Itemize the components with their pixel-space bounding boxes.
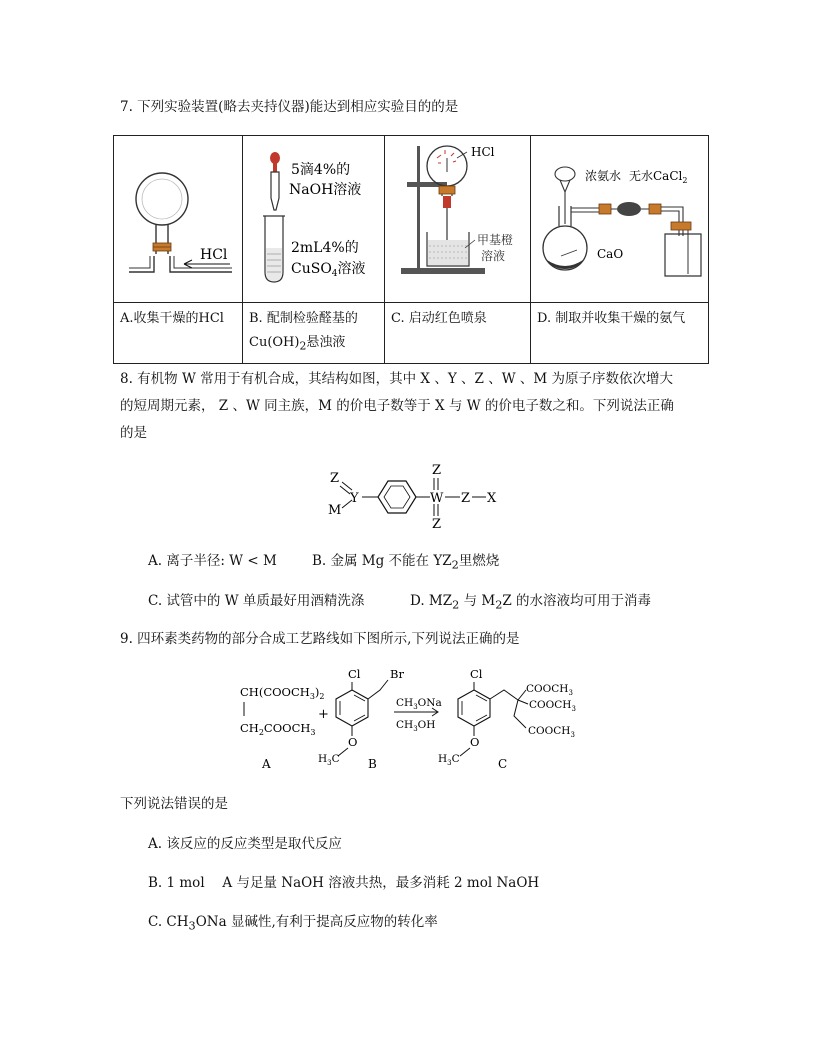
option-7d[interactable] <box>531 303 709 364</box>
scheme-c-coo2: COOCH <box>529 699 572 711</box>
option-7c-text: C. 启动红色喷泉 <box>391 311 487 326</box>
q9-reaction-scheme <box>230 662 590 774</box>
scheme-a-sub1: 3 <box>309 692 315 701</box>
fig-d-label3: CaO <box>597 247 624 261</box>
option-7b-line2b: 悬浊液 <box>306 335 346 350</box>
option-9c[interactable] <box>148 910 438 933</box>
fig-c-label3: 溶液 <box>481 249 506 263</box>
option-8d-text: D. MZ <box>410 593 453 609</box>
scheme-c-coo3: COOCH <box>528 725 571 737</box>
scheme-a-line2: CH <box>240 721 259 735</box>
scheme-c-cl: Cl <box>470 667 483 681</box>
struct-z-down: Z <box>432 517 442 532</box>
fig-c-label2: 甲基橙 <box>477 233 514 247</box>
fig-d-cell <box>531 136 709 303</box>
q7-stem: 7. 下列实验装置(略去夹持仪器)能达到相应实验目的的是 <box>120 99 459 115</box>
fig-b-label3: 2mL4%的 <box>291 240 359 256</box>
struct-x: X <box>487 491 497 506</box>
svg-text:COOCH3 <box>526 683 573 697</box>
option-8b-sub: 2 <box>451 558 459 572</box>
scheme-b-br: Br <box>390 667 404 681</box>
svg-text:CH3OH <box>396 719 435 733</box>
scheme-reagent2-sub: 3 <box>413 725 418 733</box>
scheme-c-coo1-sub: 3 <box>568 689 573 697</box>
option-9c-sub: 3 <box>188 919 196 933</box>
fig-d-label1: 浓氨水 <box>585 169 622 183</box>
svg-text:COOCH3 <box>528 725 575 739</box>
scheme-a-sub4: 3 <box>310 728 316 737</box>
option-9a[interactable]: A. 该反应的反应类型是取代反应 <box>148 836 342 852</box>
q8-stem <box>120 366 674 447</box>
scheme-label-c: C <box>498 757 508 771</box>
scheme-a-sub2: 2 <box>319 692 325 701</box>
fig-c-cell <box>385 136 531 303</box>
svg-text:CH(COOCH3)2 <box>240 685 325 701</box>
scheme-reagent1: CH <box>396 697 414 709</box>
fig-c-label1: HCl <box>471 145 495 159</box>
scheme-b-h3c-b: C <box>331 753 340 765</box>
q9-sub-stem: 下列说法错误的是 <box>120 796 228 812</box>
struct-z-up: Z <box>432 463 442 478</box>
option-7d-text: D. 制取并收集干燥的氨气 <box>537 311 686 326</box>
fig-b-label4b: 溶液 <box>337 261 366 277</box>
scheme-a-line1: CH(COOCH <box>240 685 310 699</box>
q8-stem-line3: 的是 <box>120 425 147 441</box>
fig-b-label4a: CuSO <box>291 261 332 277</box>
fig-d-label2a: 无水CaCl <box>629 169 683 183</box>
scheme-reagent1b: ONa <box>417 697 442 709</box>
option-7b-line1: B. 配制检验醛基的 <box>249 311 358 326</box>
svg-text:CuSO4溶液 <box>291 260 366 279</box>
svg-text:CH2COOCH3 <box>240 721 316 737</box>
option-8d-sub1: 2 <box>452 598 460 612</box>
option-8a[interactable]: A. 离子半径: W < M <box>148 553 277 569</box>
struct-w: W <box>430 491 444 506</box>
option-9c-text2: ONa 显碱性,有利于提高反应物的转化率 <box>195 914 438 930</box>
scheme-b-h3c: H <box>318 753 328 765</box>
scheme-reagent2: CH <box>396 719 414 731</box>
q7-apparatus-table <box>113 135 709 364</box>
scheme-a-line2b: COOCH <box>263 721 311 735</box>
option-8b-text2: 里燃烧 <box>458 553 500 569</box>
svg-text:H3C <box>318 753 340 767</box>
option-9c-text: C. CH <box>148 914 189 930</box>
svg-text:COOCH3 <box>529 699 576 713</box>
scheme-c-h3c-b: C <box>451 753 460 765</box>
scheme-c-coo1: COOCH <box>526 683 569 695</box>
svg-text:CH3ONa <box>396 697 442 711</box>
struct-z-chain: Z <box>461 491 471 506</box>
scheme-c-h3c-sub: 3 <box>447 759 452 767</box>
option-8d-mid: 与 M <box>459 593 496 609</box>
option-7a[interactable] <box>114 303 243 364</box>
scheme-b-cl: Cl <box>348 667 361 681</box>
option-7a-text: A.收集干燥的HCl <box>120 311 224 326</box>
fig-a-label: HCl <box>200 247 228 263</box>
scheme-c-coo2-sub: 3 <box>571 705 576 713</box>
scheme-reagent1-sub: 3 <box>413 703 418 711</box>
option-7b-sub: 2 <box>299 339 307 353</box>
q8-structure-diagram <box>320 460 520 532</box>
q8-stem-line2: 的短周期元素， Z 、W 同主族，M 的价电子数等于 X 与 W 的价电子数之和。下列说法正确 <box>120 398 674 414</box>
struct-m: M <box>328 503 342 518</box>
q9-stem: 9. 四环素类药物的部分合成工艺路线如下图所示,下列说法正确的是 <box>120 631 520 647</box>
svg-text:H3C <box>438 753 460 767</box>
fig-b-dropper-tube-diagram <box>243 136 384 298</box>
option-8b-text: B. 金属 Mg 不能在 YZ <box>312 553 452 569</box>
fig-c-fountain-diagram <box>385 136 530 298</box>
scheme-a-line1b: ) <box>314 685 320 699</box>
option-7b-line2: Cu(OH) <box>249 335 300 350</box>
scheme-c-coo3-sub: 3 <box>570 731 575 739</box>
fig-a-flask-diagram <box>114 136 242 298</box>
option-7c[interactable] <box>385 303 531 364</box>
scheme-a-sub3: 2 <box>258 728 264 737</box>
scheme-label-a: A <box>262 757 271 771</box>
scheme-reagent2b: OH <box>417 719 436 731</box>
fig-b-cell <box>243 136 385 303</box>
option-7b[interactable] <box>243 303 385 364</box>
option-8d-sub2: 2 <box>495 598 503 612</box>
option-8d-text2: Z 的水溶液均可用于消毒 <box>502 593 652 609</box>
scheme-plus: + <box>318 707 329 722</box>
scheme-b-o: O <box>348 735 358 749</box>
option-8c[interactable]: C. 试管中的 W 单质最好用酒精洗涤 <box>148 593 365 609</box>
fig-d-label2sub: 2 <box>682 176 688 185</box>
struct-z-top: Z <box>330 471 340 486</box>
fig-b-label2: NaOH溶液 <box>289 182 362 198</box>
q8-stem-line1: 8. 有机物 W 常用于有机合成，其结构如图，其中 X 、Y 、Z 、W 、M 为原子序数依次增大 <box>120 371 673 387</box>
fig-a-cell <box>114 136 243 303</box>
scheme-label-b: B <box>368 757 377 771</box>
struct-y: Y <box>350 491 359 506</box>
fig-b-label1: 5滴4%的 <box>291 162 351 178</box>
option-8b[interactable] <box>312 549 499 572</box>
fig-d-ammonia-diagram <box>531 136 707 298</box>
option-8d[interactable] <box>410 589 651 612</box>
scheme-c-o: O <box>470 735 480 749</box>
svg-text:无水CaCl2 <box>629 168 687 185</box>
scheme-b-h3c-sub: 3 <box>327 759 332 767</box>
scheme-c-h3c: H <box>438 753 448 765</box>
option-9b[interactable]: B. 1 mol A 与足量 NaOH 溶液共热，最多消耗 2 mol NaOH <box>148 875 540 891</box>
fig-b-label4sub: 4 <box>331 269 338 279</box>
